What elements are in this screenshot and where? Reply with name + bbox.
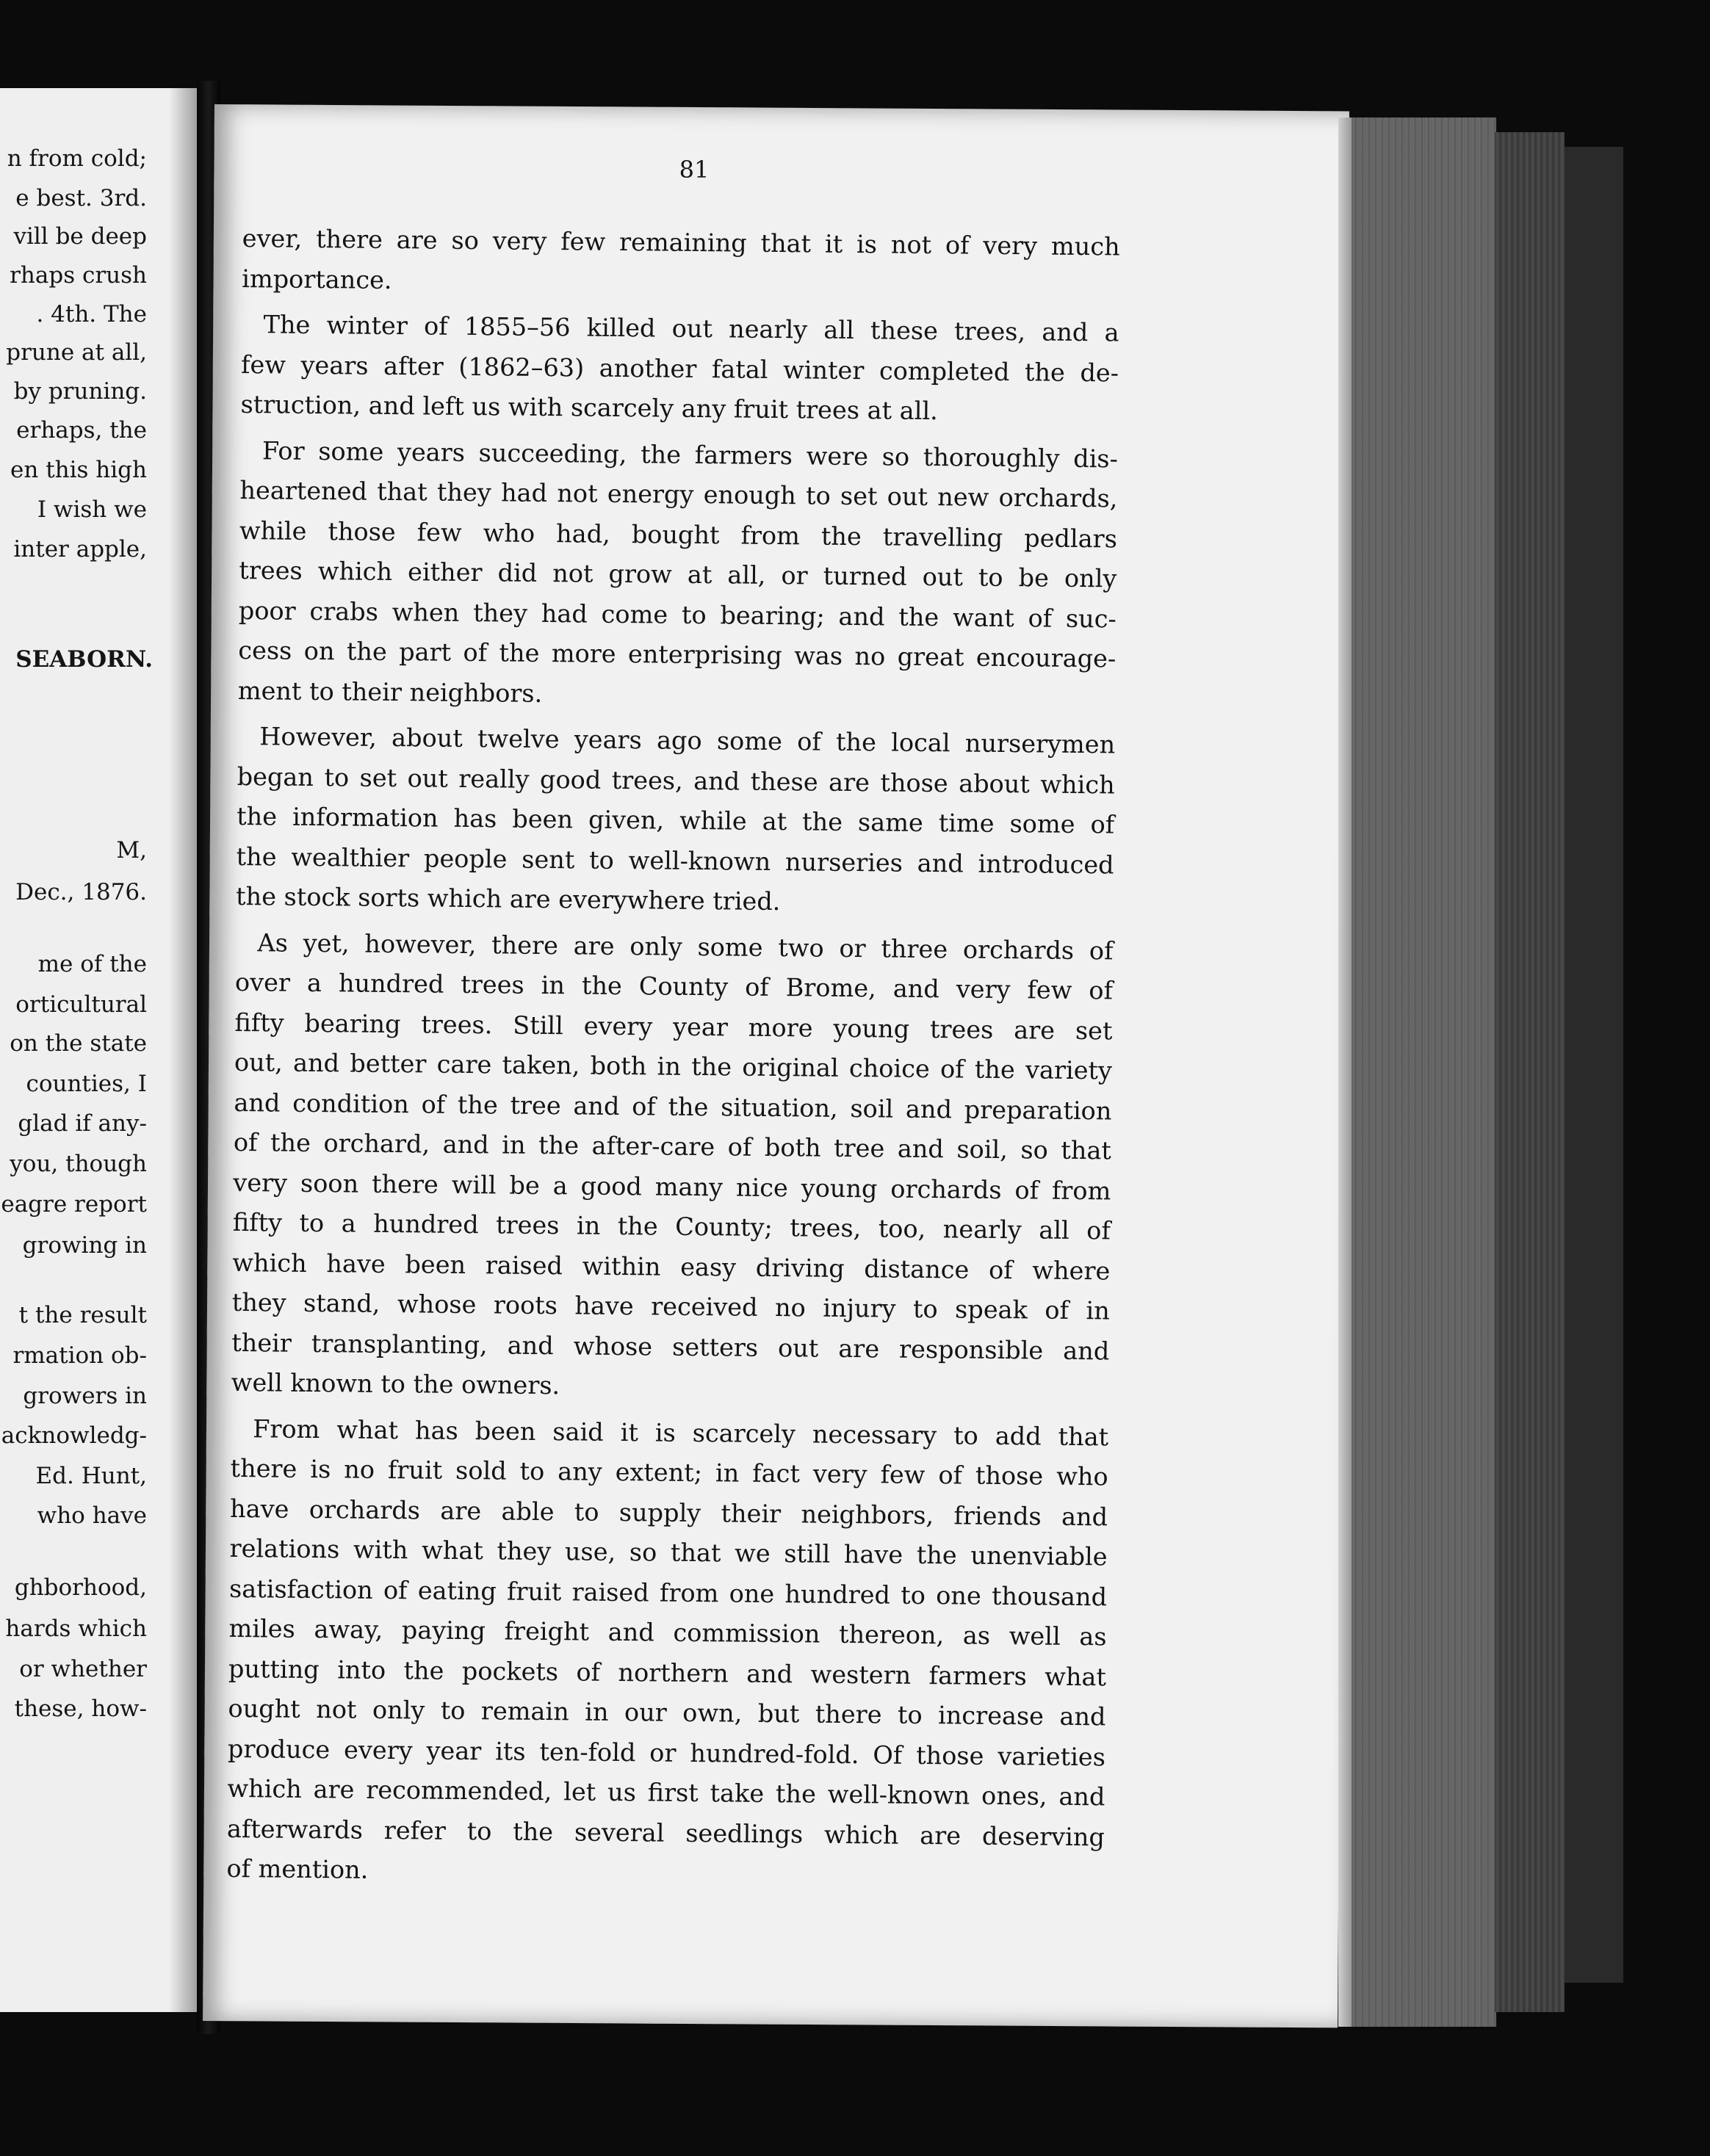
text-line: the information has been given, while at the same time some of [237, 801, 1115, 839]
body-text [226, 219, 1120, 1903]
text-line: produce every year its ten-fold or hundred-fold. Of those varieties [227, 1734, 1106, 1771]
left-facing-page [0, 88, 198, 2012]
left-page-line: growing in [22, 1232, 147, 1259]
left-page-line: who have [37, 1502, 147, 1529]
text-line: ever, there are so very few remaining that it is not of very much [242, 223, 1120, 261]
paragraph [236, 717, 1116, 925]
left-page-line: these, how- [14, 1696, 147, 1722]
left-page-line: inter apple, [13, 536, 147, 562]
text-line: of mention. [226, 1853, 369, 1884]
text-line: From what has been said it is scarcely necessary to add that [253, 1414, 1109, 1451]
left-page-line: vill be deep [13, 223, 147, 250]
page-block-edges [1338, 117, 1496, 2027]
text-line: However, about twelve years ago some of the local nurserymen [259, 722, 1116, 759]
left-page-line: erhaps, the [16, 417, 147, 444]
text-line: miles away, paying freight and commission thereon, as well as [228, 1613, 1107, 1652]
left-page-line: I wish we [37, 496, 147, 523]
text-line: importance. [242, 264, 392, 294]
text-line: fifty bearing trees. Still every year more young trees are set [234, 1008, 1113, 1045]
page-edge-highlight [1338, 117, 1352, 2027]
left-page-shadow [169, 88, 198, 2012]
text-line: and condition of the tree and of the situation, soil and preparation [234, 1088, 1112, 1125]
text-line: trees which either did not grow at all, or turned out to be only [239, 555, 1117, 593]
text-line: began to set out really good trees, and these are those about which [237, 762, 1115, 799]
left-page-line: by pruning. [13, 378, 147, 405]
left-page-line: on the state [10, 1030, 147, 1057]
left-page-line: ghborhood, [14, 1574, 147, 1601]
left-page-line: Dec., 1876. [15, 879, 147, 905]
text-line: the wealthier people sent to well-known nurseries and introduced [236, 842, 1114, 879]
book-cover-edge [1495, 132, 1565, 2012]
paragraph [226, 1408, 1108, 1897]
text-line: struction, and left us with scarcely any fruit trees at all. [240, 389, 938, 426]
page-number: 81 [679, 156, 710, 184]
text-line: which have been raised within easy driving distance of where [232, 1248, 1111, 1285]
text-line: The winter of 1855–56 killed out nearly all these trees, and a [263, 310, 1119, 347]
left-page-line: prune at all, [6, 339, 147, 366]
text-line: heartened that they had not energy enough to set out new orchards, [239, 475, 1118, 513]
left-page-line: hards which [5, 1616, 147, 1642]
text-line: ought not only to remain in our own, but there to increase and [228, 1693, 1106, 1732]
paragraph [242, 219, 1120, 307]
left-page-line: SEABORN. [15, 646, 153, 673]
book-cover-outer [1565, 147, 1623, 1983]
left-page-line: rhaps crush [10, 262, 147, 289]
text-line: the stock sorts which are everywhere tried. [235, 881, 781, 916]
left-page-line: growers in [23, 1383, 147, 1409]
left-page-line: eagre report [1, 1191, 147, 1218]
paragraph [238, 430, 1119, 719]
left-page-line: glad if any- [18, 1110, 147, 1137]
left-page-line: e best. 3rd. [15, 185, 147, 211]
left-page-line: acknowledg- [1, 1422, 147, 1449]
text-line: their transplanting, and whose setters out are responsible and [231, 1328, 1110, 1365]
text-line: of the orchard, and in the after-care of both tree and soil, so that [233, 1127, 1112, 1165]
left-page-line: counties, I [26, 1071, 147, 1097]
text-line: putting into the pockets of northern and western farmers what [228, 1654, 1107, 1691]
text-line: there is no fruit sold to any extent; in fact very few of those who [230, 1453, 1108, 1491]
text-line: cess on the part of the more enterprising was no great encourage- [238, 635, 1116, 673]
text-line: out, and better care taken, both in the original choice of the variety [234, 1047, 1113, 1085]
text-line: satisfaction of eating fruit raised from one hundred to one thousand [228, 1574, 1108, 1611]
text-line: fifty to a hundred trees in the County; trees, too, nearly all of [232, 1207, 1111, 1245]
text-line: As yet, however, there are only some two or three orchards of [257, 927, 1114, 965]
left-page-line: rmation ob- [12, 1342, 147, 1369]
text-line: while those few who had, bought from the travelling pedlars [239, 516, 1118, 553]
left-page-line: or whether [19, 1656, 147, 1682]
left-page-line: . 4th. The [36, 301, 147, 328]
paragraph [240, 305, 1119, 433]
left-page-line: n from cold; [7, 145, 147, 172]
text-line: poor crabs when they had come to bearing; and the want of suc- [238, 596, 1117, 633]
text-line: few years after (1862–63) another fatal winter completed the de- [240, 350, 1119, 387]
left-page-line: M, [116, 837, 147, 864]
text-line: For some years succeeding, the farmers were so thoroughly dis- [261, 435, 1119, 473]
left-page-line: Ed. Hunt, [35, 1463, 147, 1489]
text-line: which are recommended, let us first take the well-known ones, and [227, 1773, 1105, 1812]
text-line: over a hundred trees in the County of Brome, and very few of [234, 967, 1114, 1005]
text-line: afterwards refer to the several seedlings which are deserving [226, 1814, 1105, 1851]
text-line: ment to their neighbors. [237, 676, 543, 708]
paragraph [231, 922, 1114, 1411]
left-page-line: en this high [10, 457, 147, 483]
text-line: relations with what they use, so that we still have the unenviable [229, 1533, 1108, 1571]
text-line: have orchards are able to supply their neighbors, friends and [229, 1494, 1108, 1531]
left-page-line: me of the [37, 951, 147, 977]
left-page-line: you, though [10, 1151, 147, 1177]
left-page-line: t the result [18, 1302, 147, 1328]
left-page-line: orticultural [15, 991, 147, 1018]
text-line: very soon there will be a good many nice young orchards of from [233, 1168, 1111, 1205]
text-line: well known to the owners. [231, 1367, 560, 1400]
text-line: they stand, whose roots have received no injury to speak of in [231, 1287, 1110, 1325]
